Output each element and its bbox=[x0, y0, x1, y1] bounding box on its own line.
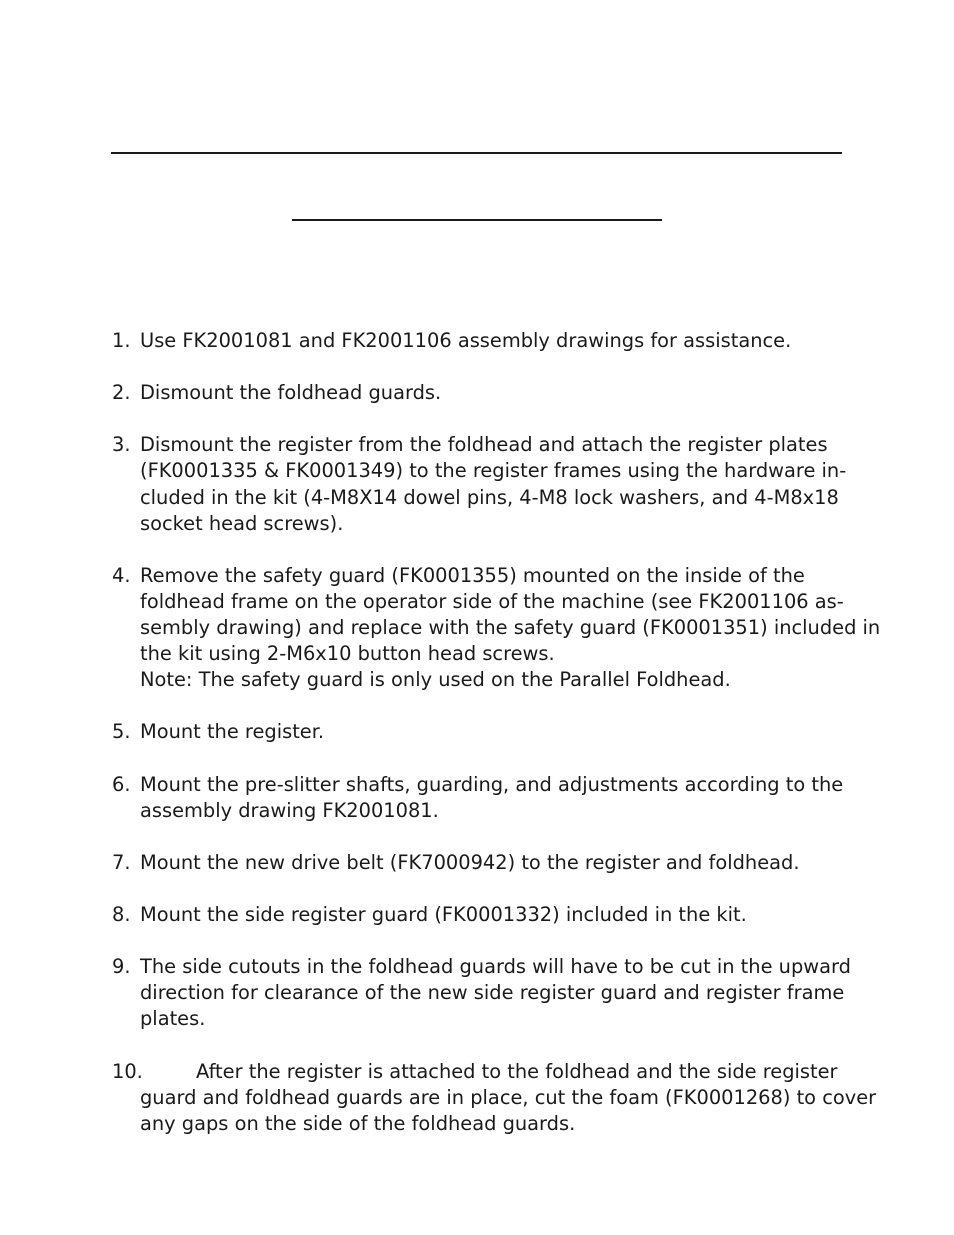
step-text-line: assembly drawing FK2001081. bbox=[140, 798, 439, 822]
step-text-line: direction for clearance of the new side register guard and register frame bbox=[140, 981, 845, 1005]
step-number: 2. bbox=[112, 381, 131, 405]
list-item bbox=[112, 850, 882, 876]
step-text-line: Mount the register. bbox=[140, 720, 325, 744]
list-item bbox=[112, 563, 882, 693]
step-text-line: Mount the side register guard (FK0001332) included in the kit. bbox=[140, 903, 747, 927]
step-text-line: The side cutouts in the foldhead guards will have to be cut in the upward bbox=[140, 955, 851, 979]
step-number: 1. bbox=[112, 329, 131, 352]
step-text-line: Note: The safety guard is only used on the Parallel Foldhead. bbox=[140, 668, 731, 692]
step-text-line: the kit using 2-M6x10 button head screws. bbox=[140, 642, 555, 666]
step-text-line: Dismount the register from the foldhead and attach the register plates bbox=[140, 433, 828, 457]
step-text-line: guard and foldhead guards are in place, cut the foam (FK0001268) to cover bbox=[140, 1085, 877, 1109]
step-number: 3. bbox=[112, 433, 131, 457]
step-text-line: Dismount the foldhead guards. bbox=[140, 381, 442, 405]
step-text-line: Mount the new drive belt (FK7000942) to the register and foldhead. bbox=[140, 850, 800, 874]
step-text-line: Use FK2001081 and FK2001106 assembly drawings for assistance. bbox=[140, 329, 792, 352]
step-number: 6. bbox=[112, 772, 131, 796]
list-item bbox=[112, 954, 882, 1032]
list-item bbox=[112, 380, 882, 406]
step-text-line: socket head screws). bbox=[140, 511, 344, 535]
list-item bbox=[112, 902, 882, 928]
step-number: 10. bbox=[112, 1059, 143, 1083]
step-text-line: Remove the safety guard (FK0001355) mounted on the inside of the bbox=[140, 563, 805, 587]
header-rule bbox=[111, 152, 842, 154]
step-text-line: any gaps on the side of the foldhead guards. bbox=[140, 1111, 576, 1135]
step-number: 4. bbox=[112, 563, 131, 587]
step-number: 7. bbox=[112, 850, 131, 874]
list-item bbox=[112, 772, 882, 824]
step-text-line: sembly drawing) and replace with the safety guard (FK0001351) included in bbox=[140, 616, 881, 640]
step-text-line: plates. bbox=[140, 1007, 206, 1031]
step-text-line: After the register is attached to the foldhead and the side register bbox=[196, 1059, 838, 1083]
step-text-line: cluded in the kit (4-M8X14 dowel pins, 4-M8 lock washers, and 4-M8x18 bbox=[140, 485, 839, 509]
step-number: 5. bbox=[112, 720, 131, 744]
list-item bbox=[112, 328, 882, 354]
step-number: 9. bbox=[112, 955, 131, 979]
step-text-line: Mount the pre-slitter shafts, guarding, and adjustments according to the bbox=[140, 772, 844, 796]
list-item bbox=[112, 1059, 882, 1137]
instruction-list bbox=[112, 328, 882, 1163]
step-text-line: (FK0001335 & FK0001349) to the register frames using the hardware in- bbox=[140, 459, 847, 483]
list-item bbox=[112, 432, 882, 536]
step-text-line: foldhead frame on the operator side of the machine (see FK2001106 as- bbox=[140, 589, 844, 613]
title-underline bbox=[292, 219, 662, 221]
step-number: 8. bbox=[112, 903, 131, 927]
list-item bbox=[112, 719, 882, 745]
